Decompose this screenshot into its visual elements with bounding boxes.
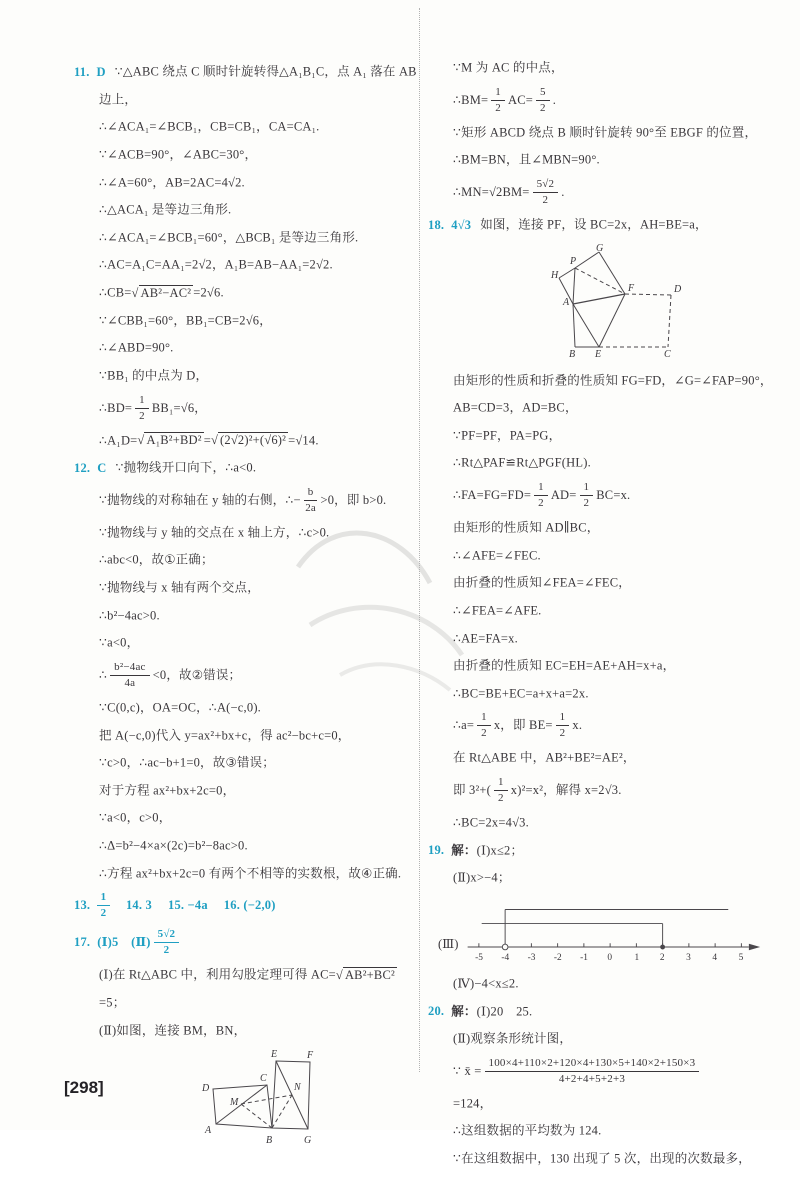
solution-text-line bbox=[428, 1121, 784, 1141]
solution-text-line bbox=[428, 546, 784, 566]
text-segment: (Ⅱ)如图，连接 BM，BN， bbox=[99, 1023, 247, 1038]
solution-text-line bbox=[74, 62, 420, 82]
text-segment: ∵ x̄ = bbox=[453, 1063, 482, 1078]
text-segment: ∴∠ACA₁=∠BCB₁，CB=CB₁，CA=CA₁. bbox=[99, 119, 320, 134]
solution-text-line bbox=[74, 1021, 420, 1041]
solution-text-line bbox=[428, 601, 784, 621]
radical: √ (2√2)²+(√6)² bbox=[211, 431, 288, 450]
solution-text-line bbox=[428, 776, 784, 805]
text-segment: BB₁=√6， bbox=[151, 400, 207, 415]
solution-text-line bbox=[74, 283, 420, 303]
text-segment: . bbox=[552, 92, 557, 107]
text-segment: 把 A(−c,0)代入 y=ax²+bx+c，得 ac²−bc+c=0， bbox=[99, 728, 351, 743]
solution-text-line bbox=[428, 150, 784, 170]
tick-label: -2 bbox=[554, 953, 563, 963]
point-label-A: A bbox=[563, 296, 570, 308]
text-segment: AC= bbox=[507, 92, 533, 107]
solution-text-line bbox=[74, 808, 420, 828]
text-segment: 13. bbox=[74, 898, 94, 913]
text-segment: ∵BB₁ 的中点为 D， bbox=[99, 368, 209, 383]
solution-text-line bbox=[74, 836, 420, 856]
text-segment: ∵∠ACB=90°，∠ABC=30°， bbox=[99, 147, 258, 162]
text-segment: ∵△ABC 绕点 C 顺时针旋转得△A₁B₁C，点 A₁ 落在 AB bbox=[114, 64, 417, 79]
solution-text-line bbox=[428, 1149, 784, 1169]
solution-text-line bbox=[74, 90, 420, 110]
stacked-fraction: $\frac{1}{2}$ bbox=[491, 86, 505, 115]
text-segment: =5； bbox=[99, 995, 126, 1010]
tick-label: 1 bbox=[634, 953, 640, 963]
tick-label: 5 bbox=[738, 953, 744, 963]
text-segment: ∵c>0，∴ac−b+1=0，故③错误； bbox=[99, 755, 275, 770]
solution-text-line bbox=[74, 550, 420, 570]
solution-text-line bbox=[74, 661, 420, 690]
figure-18-folded-rectangle bbox=[530, 243, 690, 363]
stacked-fraction: $\frac{1}{2}$ bbox=[97, 891, 111, 920]
text-segment: 14. 3 15. −4a 16. (−2,0) bbox=[113, 898, 276, 913]
question-answer: 4√3 bbox=[451, 217, 472, 232]
solution-text-line bbox=[428, 371, 784, 391]
text-segment: =124， bbox=[453, 1096, 493, 1111]
text-segment: ∴BD= bbox=[99, 400, 133, 415]
solution-text-line bbox=[74, 117, 420, 137]
solution-text-line bbox=[428, 629, 784, 649]
text-segment: ∴Rt△PAF≌Rt△PGF(HL). bbox=[453, 456, 591, 470]
solution-text-line bbox=[74, 173, 420, 193]
page-number-text: [298] bbox=[64, 1078, 104, 1097]
text-segment: AB=CD=3，AD=BC， bbox=[453, 400, 578, 415]
solution-text-line bbox=[428, 684, 784, 704]
text-segment: 解： bbox=[451, 1004, 477, 1019]
tick-label: 0 bbox=[607, 953, 613, 963]
left-text-block bbox=[74, 62, 420, 1040]
text-segment: x，即 BE= bbox=[493, 718, 553, 733]
stacked-fraction: $\frac{1}{2}$ bbox=[556, 711, 570, 740]
text-segment: 对于方程 ax²+bx+2c=0， bbox=[99, 783, 236, 798]
point-label-H: H bbox=[551, 269, 559, 281]
solution-text-line bbox=[428, 1029, 784, 1049]
text-segment: (Ⅳ)−4<x≤2. bbox=[453, 976, 519, 991]
text-segment: x)²=x²，解得 x=2√3. bbox=[510, 783, 622, 797]
solution-text-line bbox=[428, 426, 784, 446]
solution-text-line bbox=[428, 573, 784, 593]
stacked-fraction: $\frac{1}{2}$ bbox=[534, 481, 548, 510]
text-segment: (Ⅰ)x≤2； bbox=[476, 843, 524, 858]
stacked-fraction: $\frac{1}{2}$ bbox=[580, 481, 594, 510]
number-line-label: (Ⅲ) bbox=[438, 936, 459, 951]
solution-text-line bbox=[74, 228, 420, 248]
text-segment: x. bbox=[572, 718, 583, 733]
text-segment: ∴Δ=b²−4×a×(2c)=b²−8ac>0. bbox=[99, 838, 248, 853]
text-segment: ∴BM=BN，且∠MBN=90°. bbox=[453, 152, 600, 167]
solution-text-line bbox=[428, 398, 784, 418]
stacked-fraction: $\frac{1}{2}$ bbox=[494, 776, 508, 805]
point-label-M: M bbox=[230, 1097, 239, 1109]
point-label-A: A bbox=[205, 1125, 212, 1137]
text-segment: ∴∠AFE=∠FEC. bbox=[453, 548, 541, 563]
text-segment: 由折叠的性质知 EC=EH=AE+AH=x+a， bbox=[453, 658, 676, 673]
text-segment: = bbox=[203, 433, 211, 448]
text-segment: ∴BM= bbox=[453, 92, 489, 107]
tick-label: 2 bbox=[660, 953, 665, 963]
solution-text-line bbox=[74, 993, 420, 1013]
radical: √ AB²+BC² bbox=[336, 966, 397, 985]
question-number: 19. bbox=[428, 843, 445, 858]
text-segment: ∴a= bbox=[453, 718, 475, 733]
tick-label: 4 bbox=[712, 953, 718, 963]
page-number bbox=[64, 1078, 104, 1098]
right-text-block-1 bbox=[428, 58, 784, 235]
stacked-fraction: $\frac{1}{2}$ bbox=[135, 394, 149, 423]
question-number: 20. bbox=[428, 1004, 445, 1019]
tick-label: -4 bbox=[501, 953, 510, 963]
solution-text-line bbox=[74, 458, 420, 478]
tick-label: -3 bbox=[528, 953, 536, 963]
text-segment: (Ⅰ)5 (Ⅱ) bbox=[97, 935, 151, 950]
text-segment: ∵抛物线与 y 轴的交点在 x 轴上方，∴c>0. bbox=[99, 525, 330, 540]
text-segment: ∴AE=FA=x. bbox=[453, 631, 518, 646]
tick-label: -1 bbox=[580, 953, 589, 963]
solution-text-line bbox=[428, 123, 784, 143]
question-number: 17. bbox=[74, 935, 91, 950]
text-segment: 即 3²+( bbox=[453, 783, 492, 797]
solution-text-line bbox=[428, 868, 784, 888]
text-segment: ∴这组数据的平均数为 124. bbox=[453, 1124, 602, 1138]
solution-text-line bbox=[74, 781, 420, 801]
figure-17-rotated-rectangles bbox=[180, 1048, 330, 1153]
text-segment: ∵a<0，c>0， bbox=[99, 811, 172, 825]
text-segment: ∴A₁D= bbox=[99, 433, 138, 448]
text-segment: ∴FA=FG=FD= bbox=[453, 488, 532, 502]
text-segment: ∵在这组数据中，130 出现了 5 次，出现的次数最多， bbox=[453, 1151, 751, 1166]
text-segment: ∵PF=PF，PA=PG， bbox=[453, 428, 562, 443]
text-segment: ∴∠ACA₁=∠BCB₁=60°，△BCB₁ 是等边三角形. bbox=[99, 230, 359, 245]
solution-text-line bbox=[74, 753, 420, 773]
point-label-C: C bbox=[260, 1073, 267, 1085]
text-segment: ∴ bbox=[99, 667, 108, 682]
point-label-E: E bbox=[271, 1049, 278, 1061]
point-label-G: G bbox=[596, 242, 604, 254]
solution-text-line bbox=[428, 748, 784, 768]
point-label-N: N bbox=[294, 1082, 301, 1094]
solution-text-line bbox=[428, 178, 784, 207]
solution-text-line bbox=[74, 928, 420, 957]
text-segment: BC=x. bbox=[596, 488, 631, 502]
text-segment: 由折叠的性质知∠FEA=∠FEC， bbox=[453, 575, 631, 590]
text-segment: ∵抛物线与 x 轴有两个交点， bbox=[99, 580, 260, 595]
text-segment: ∴abc<0，故①正确； bbox=[99, 553, 214, 567]
point-label-B: B bbox=[569, 348, 576, 360]
text-segment: 由矩形的性质和折叠的性质知 FG=FD，∠G=∠FAP=90°， bbox=[453, 373, 773, 388]
point-label-E: E bbox=[595, 348, 602, 360]
point-label-B: B bbox=[266, 1135, 273, 1147]
text-segment: (Ⅰ)20 25. bbox=[476, 1004, 533, 1019]
solution-text-line bbox=[428, 453, 784, 473]
solution-text-line bbox=[74, 486, 420, 515]
solution-text-line bbox=[428, 813, 784, 833]
text-segment: ∵抛物线的对称轴在 y 轴的右侧，∴− bbox=[99, 492, 301, 507]
point-label-F: F bbox=[307, 1050, 314, 1062]
text-segment: ∵矩形 ABCD 绕点 B 顺时针旋转 90°至 EBGF 的位置， bbox=[453, 125, 758, 140]
solution-text-line bbox=[74, 200, 420, 220]
solution-text-line bbox=[74, 633, 420, 653]
solution-text-line bbox=[74, 726, 420, 746]
solution-text-line bbox=[74, 255, 420, 275]
point-label-G: G bbox=[304, 1135, 312, 1147]
text-segment: ∵a<0， bbox=[99, 635, 140, 650]
stacked-fraction: $\frac{\text{b²−4ac}}{4a}$ bbox=[110, 661, 149, 690]
solution-text-line bbox=[74, 394, 420, 423]
solution-text-line bbox=[428, 215, 784, 235]
stacked-fraction: $\frac{b}{2a}$ bbox=[305, 485, 317, 514]
stacked-fraction: $\frac{5√2}{2}$ bbox=[154, 928, 180, 957]
text-segment: ∴方程 ax²+bx+2c=0 有两个不相等的实数根，故④正确. bbox=[99, 866, 402, 881]
text-segment: 解： bbox=[451, 843, 477, 858]
point-label-D: D bbox=[202, 1083, 210, 1095]
right-text-block-2 bbox=[428, 371, 784, 888]
solution-text-line bbox=[428, 1057, 784, 1086]
solution-text-line bbox=[74, 698, 420, 718]
text-segment: <0，故②错误； bbox=[152, 667, 242, 682]
text-segment: ∴∠A=60°，AB=2AC=4√2. bbox=[99, 175, 245, 190]
text-segment: ∴∠ABD=90°. bbox=[99, 340, 174, 355]
question-answer: C bbox=[97, 460, 107, 475]
solution-text-line bbox=[74, 864, 420, 884]
text-segment: ∴∠FEA=∠AFE. bbox=[453, 603, 542, 618]
text-segment: =√14. bbox=[288, 433, 319, 448]
text-segment: (Ⅰ)在 Rt△ABC 中，利用勾股定理可得 AC= bbox=[99, 967, 336, 982]
point-label-C: C bbox=[664, 348, 671, 360]
radical: √ A₁B²+BD² bbox=[137, 431, 203, 450]
right-column bbox=[428, 58, 784, 1177]
question-number: 12. bbox=[74, 460, 91, 475]
point-label-D: D bbox=[674, 283, 682, 295]
axis-arrow bbox=[749, 944, 760, 951]
solution-text-line bbox=[74, 145, 420, 165]
question-number: 18. bbox=[428, 217, 445, 232]
solution-text-line bbox=[74, 965, 420, 985]
solution-text-line bbox=[428, 711, 784, 740]
text-segment: =2√6. bbox=[193, 285, 224, 300]
right-text-block-3 bbox=[428, 974, 784, 1169]
solution-text-line bbox=[74, 606, 420, 626]
text-segment: (Ⅱ)观察条形统计图， bbox=[453, 1031, 573, 1046]
solution-text-line bbox=[74, 523, 420, 543]
text-segment: ∵M 为 AC 的中点， bbox=[453, 60, 564, 75]
solution-text-line bbox=[428, 1002, 784, 1022]
solution-text-line bbox=[428, 656, 784, 676]
text-segment: ∴BC=2x=4√3. bbox=[453, 815, 529, 830]
text-segment: ∴MN=√2BM= bbox=[453, 184, 530, 199]
solution-text-line bbox=[74, 366, 420, 386]
text-segment: AD= bbox=[550, 488, 577, 502]
solution-text-line bbox=[74, 578, 420, 598]
solution-text-line bbox=[428, 1094, 784, 1114]
stacked-fraction: $\frac{5√2}{2}$ bbox=[533, 178, 559, 207]
solution-text-line bbox=[74, 338, 420, 358]
text-segment: (Ⅱ)x>−4； bbox=[453, 870, 511, 885]
text-segment: . bbox=[561, 184, 565, 199]
solution-text-line bbox=[74, 891, 420, 920]
tick-label: -5 bbox=[475, 953, 484, 963]
solution-text-line bbox=[74, 431, 420, 451]
text-segment: ∵∠CBB₁=60°，BB₁=CB=2√6， bbox=[99, 313, 272, 328]
stacked-fraction: $\frac{100\times 4+110\times 2+120\times 4+130\times 5+140\times 2+150\times 3}{4+2+4+5+2+3}$ bbox=[485, 1057, 700, 1086]
solution-text-line bbox=[428, 86, 784, 115]
solution-text-line bbox=[428, 518, 784, 538]
solution-text-line bbox=[428, 58, 784, 78]
stacked-fraction: $\frac{1}{2}$ bbox=[477, 711, 491, 740]
text-segment: ∵抛物线开口向下，∴a<0. bbox=[115, 460, 257, 475]
tick-label: 3 bbox=[686, 953, 692, 963]
closed-dot-2 bbox=[661, 944, 666, 949]
text-segment: ∴AC=A₁C=AA₁=2√2，A₁B=AB−AA₁=2√2. bbox=[99, 258, 333, 272]
text-segment: 边上， bbox=[99, 92, 138, 107]
radical: √ AB²−AC² bbox=[131, 284, 193, 303]
text-segment: 如图，连接 PF，设 BC=2x，AH=BE=a， bbox=[480, 217, 708, 232]
text-segment: 由矩形的性质知 AD∥BC， bbox=[453, 520, 600, 535]
question-number: 11. bbox=[74, 64, 90, 79]
point-label-P: P bbox=[570, 255, 577, 267]
solution-text-line bbox=[428, 974, 784, 994]
text-segment: ∴△ACA₁ 是等边三角形. bbox=[99, 202, 232, 217]
text-segment: ∴b²−4ac>0. bbox=[99, 608, 160, 623]
point-label-F: F bbox=[628, 282, 635, 294]
question-answer: D bbox=[96, 64, 106, 79]
text-segment: ∴BC=BE+EC=a+x+a=2x. bbox=[453, 686, 589, 701]
number-line-figure bbox=[438, 896, 784, 968]
open-circle-minus4 bbox=[503, 944, 509, 950]
solution-text-line bbox=[428, 841, 784, 861]
stacked-fraction: $\frac{5}{2}$ bbox=[536, 86, 550, 115]
text-segment: ∴CB= bbox=[99, 285, 132, 300]
text-segment: >0，即 b>0. bbox=[320, 492, 387, 507]
text-segment: 在 Rt△ABE 中，AB²+BE²=AE²， bbox=[453, 751, 636, 765]
left-column bbox=[74, 62, 420, 1159]
text-segment: ∵C(0,c)，OA=OC，∴A(−c,0). bbox=[99, 700, 262, 715]
solution-text-line bbox=[74, 311, 420, 331]
solution-text-line bbox=[428, 481, 784, 510]
